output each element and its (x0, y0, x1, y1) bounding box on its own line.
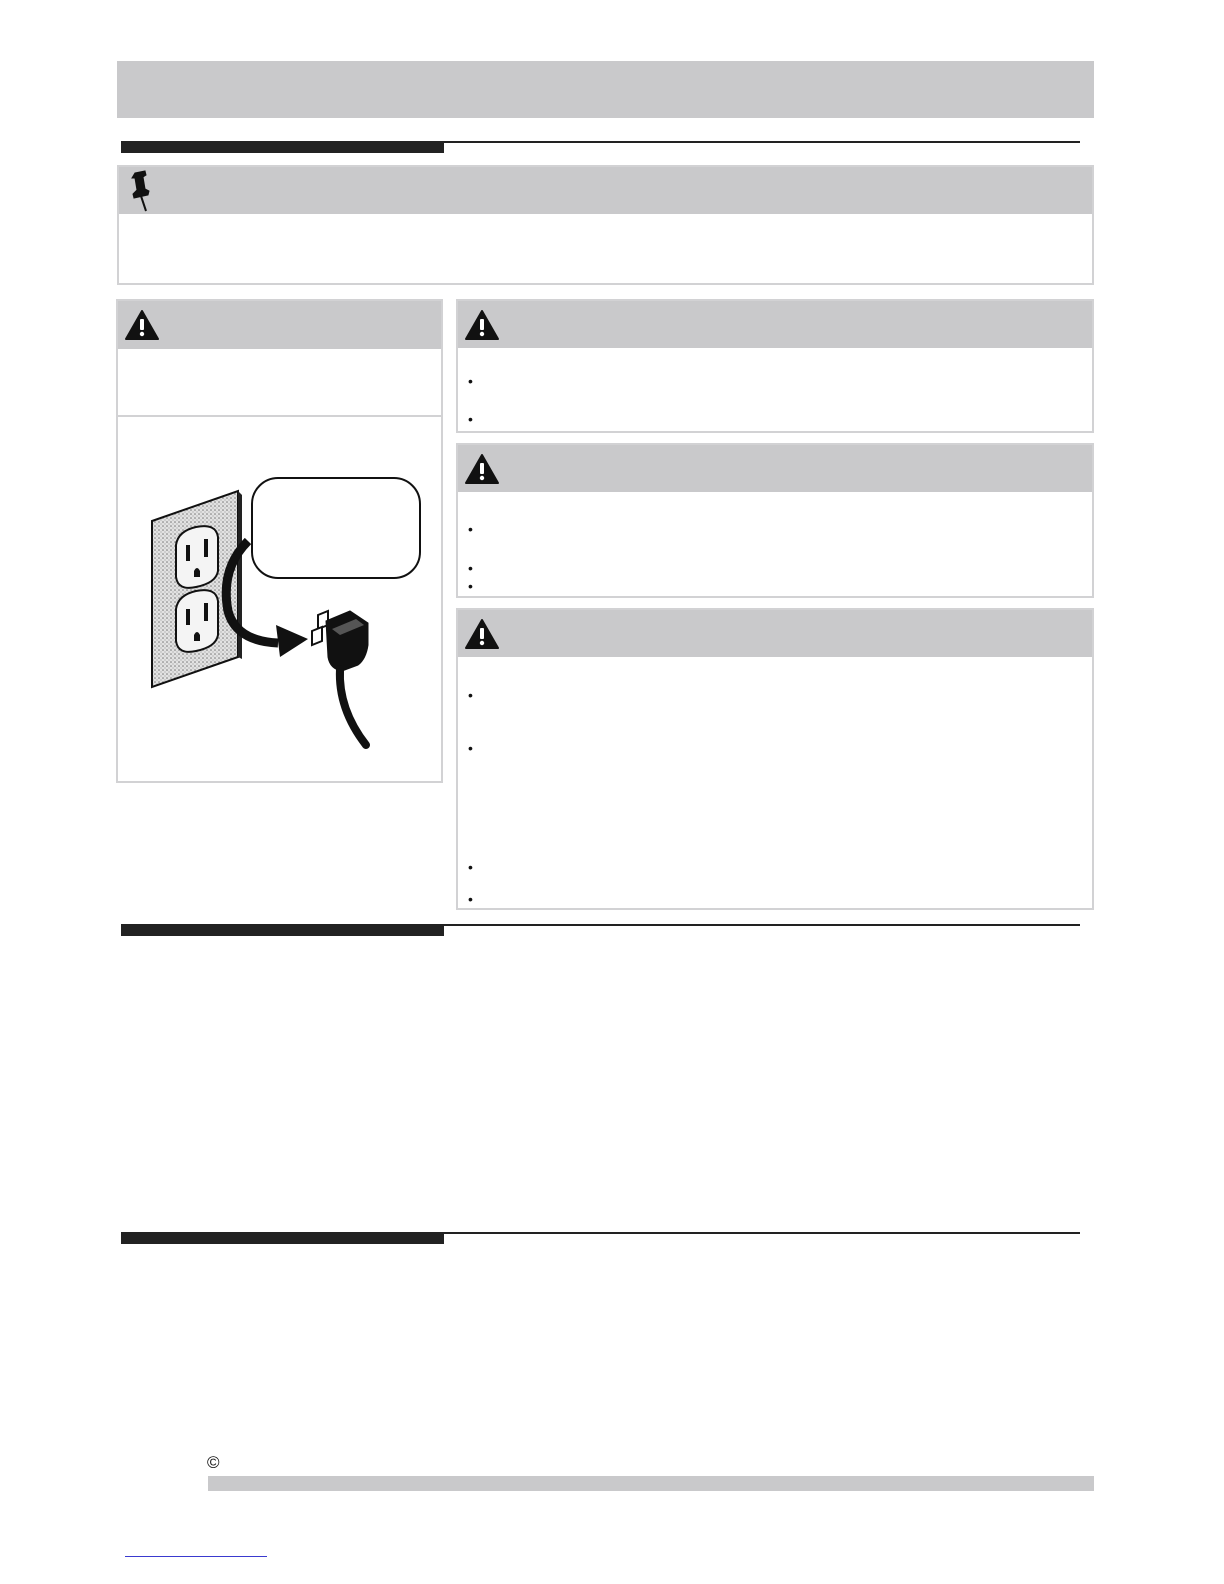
warning-box-left-header (118, 301, 441, 349)
footer-link-underline[interactable] (125, 1556, 267, 1557)
bullet-marker: • (468, 740, 473, 756)
warning-box-right-1-header (458, 301, 1092, 348)
section-rule-thick-2 (121, 926, 444, 936)
section-rule-thin-2 (121, 924, 1080, 926)
warning-triangle-icon (464, 309, 500, 341)
section-rule-thin-1 (121, 141, 1080, 143)
section-rule-thin-3 (121, 1232, 1080, 1234)
warning-triangle-icon (124, 309, 160, 341)
footer-band (208, 1476, 1094, 1491)
warning-box-right-1 (456, 299, 1094, 433)
bullet-marker: • (468, 687, 473, 703)
outlet-plug-illustration (146, 473, 426, 758)
note-box-header (119, 167, 1092, 214)
warning-box-right-2 (456, 443, 1094, 598)
warning-triangle-icon (464, 618, 500, 650)
pushpin-icon (127, 169, 157, 213)
warning-box-left-divider (118, 415, 441, 417)
warning-triangle-icon (464, 453, 500, 485)
warning-box-left (116, 299, 443, 783)
warning-box-right-2-header (458, 445, 1092, 492)
bullet-marker: • (468, 859, 473, 875)
copyright-symbol: © (207, 1453, 220, 1472)
note-box (117, 165, 1094, 285)
warning-box-right-3 (456, 608, 1094, 910)
warning-box-right-3-header (458, 610, 1092, 657)
bullet-marker: • (468, 560, 473, 576)
bullet-marker: • (468, 411, 473, 427)
bullet-marker: • (468, 578, 473, 594)
section-rule-thick-1 (121, 143, 444, 153)
bullet-marker: • (468, 373, 473, 389)
bullet-marker: • (468, 521, 473, 537)
bullet-marker: • (468, 891, 473, 907)
page-header-band (117, 61, 1094, 118)
section-rule-thick-3 (121, 1234, 444, 1244)
